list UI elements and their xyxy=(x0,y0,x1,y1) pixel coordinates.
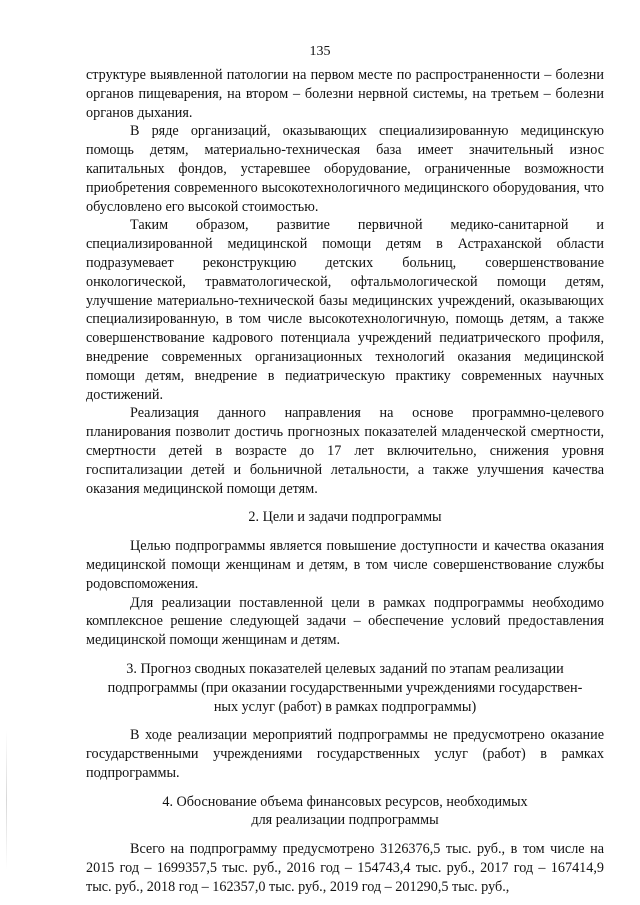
paragraph-task: Для реализации поставленной цели в рамках подпрограммы необходимо комплексное решение следующей задачи – обеспечение условий предоставления медицинской помощи женщинам и детям. xyxy=(86,594,604,649)
section-heading-forecast-line2: подпрограммы (при оказании государственными учреждениями государствен- xyxy=(107,679,583,696)
paragraph-services: В ходе реализации мероприятий подпрограммы не предусмотрено оказание государственными учреждениями государственных услуг (работ) в рамках подпрограммы. xyxy=(86,727,604,781)
section-heading-forecast-line3: ных услуг (работ) в рамках подпрограммы) xyxy=(213,698,477,715)
section-heading-goals: 2. Цели и задачи подпрограммы xyxy=(248,509,442,526)
paragraph-implementation: Реализация данного направления на основе программно-целевого планирования позволит достичь прогнозных показателей младенческой смертности, смертности детей в возрасте до 17 лет включительно, снижения уровня госпитализации детей и больничной летальности, а также улучшения качества оказания медицинской помощи детям. xyxy=(86,405,604,497)
section-heading-financing-line1: 4. Обоснование объема финансовых ресурсов, необходимых xyxy=(162,793,528,810)
scan-artifact-line xyxy=(6,730,7,870)
paragraph-development: Таким образом, развитие первичной медико-санитарной и специализированной медицинской помощи детям в Астраханской области подразумевает реконструкцию детских больниц, совершенствование онкологической, травматологической, офтальмологической помощи детям, улучшение материально-технической базы медицинских учреждений, оказывающих специализированную, в том числе высокотехнологичную, помощь детям, а также совершенствование кадрового потенциала учреждений педиатрического профиля, внедрение современных организационных технологий оказания медицинской помощи детям, внедрение в педиатрическую практику современных научных достижений. xyxy=(86,217,604,403)
page-number: 135 xyxy=(309,44,331,59)
section-heading-forecast-line1: 3. Прогноз сводных показателей целевых заданий по этапам реализации xyxy=(126,660,564,677)
paragraph-continuation: структуре выявленной патологии на первом месте по распространенности – болезни органов пищеварения, на втором – болезни нервной системы, на третьем – болезни органов дыхания. xyxy=(86,67,604,121)
paragraph-goal: Целью подпрограммы является повышение доступности и качества оказания медицинской помощи женщинам и детям, в том числе совершенствование службы родовспоможения. xyxy=(86,538,604,592)
section-heading-forecast xyxy=(86,660,604,716)
page-body xyxy=(86,66,604,897)
paragraph-budget: Всего на подпрограмму предусмотрено 3126376,5 тыс. руб., в том числе на 2015 год – 1699357,5 тыс. руб., 2016 год – 154743,4 тыс. руб., 2017 год – 167414,9 тыс. руб., 2018 год – 162357,0 тыс. руб., 2019 год – 201290,5 тыс. руб., xyxy=(86,841,604,895)
paragraph-material-base: В ряде организаций, оказывающих специализированную медицинскую помощь детям, материально-техническая база имеет значительный износ капитальных фондов, устаревшее оборудование, ограниченные возможности приобретения современного высокотехнологичного медицинского оборудования, что обусловлено его высокой стоимостью. xyxy=(86,123,604,215)
section-heading-financing xyxy=(86,793,604,831)
section-heading-financing-line2: для реализации подпрограммы xyxy=(251,812,439,829)
